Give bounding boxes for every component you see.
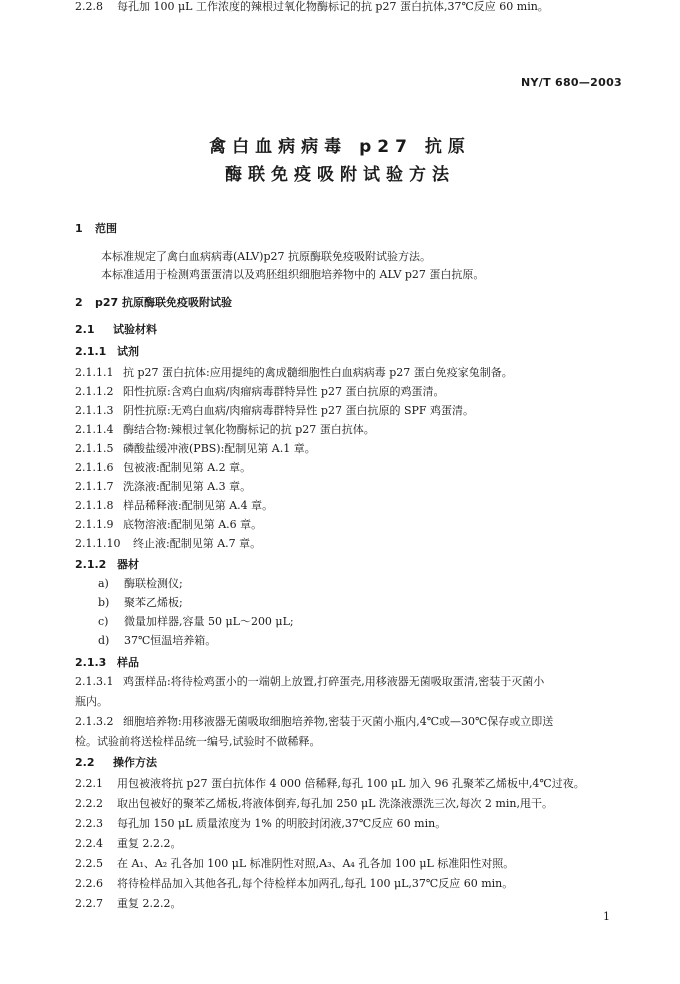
clause-number: 2.1.3.2 [75,715,114,728]
body-line [75,897,182,911]
body-line [75,461,251,475]
body-line [75,537,261,551]
clause-text: 每孔加 150 μL 质量浓度为 1% 的明胶封闭液,37℃反应 60 min。 [117,817,447,830]
clause-number: 1 [75,222,83,235]
body-line [75,777,585,791]
section-heading [75,296,232,310]
section-heading [75,558,139,572]
clause-text: 本标准规定了禽白血病病毒(ALV)p27 抗原酶联免疫吸附试验方法。 [101,250,432,263]
clause-number: d) [98,634,110,647]
body-line [75,877,513,891]
body-line [98,634,216,648]
standard-code: NY/T 680—2003 [521,76,622,89]
body-line [75,0,549,14]
clause-number: a) [98,577,109,590]
clause-number: 2.1.1 [75,345,107,358]
clause-number: 2 [75,296,83,309]
body-line [75,480,251,494]
clause-text: 鸡蛋样品:将待检鸡蛋小的一端朝上放置,打碎蛋壳,用移液器无菌吸取蛋清,密装于灭菌小 [123,675,545,688]
body-line [75,837,182,851]
page-number: 1 [603,910,610,923]
clause-number: 2.1.3 [75,656,107,669]
clause-number: 2.2.8 [75,0,103,13]
clause-text: 酶结合物:辣根过氧化物酶标记的抗 p27 蛋白抗体。 [123,423,375,436]
clause-text: 阴性抗原:无鸡白血病/肉瘤病毒群特异性 p27 蛋白抗原的 SPF 鸡蛋清。 [123,404,475,417]
body-line [75,735,321,749]
body-line [75,695,108,709]
clause-text: 范围 [95,222,117,235]
clause-number: 2.1.1.6 [75,461,114,474]
body-line [75,797,553,811]
clause-number: 2.2.3 [75,817,103,830]
clause-text: p27 抗原酶联免疫吸附试验 [95,296,233,309]
clause-text: 样品稀释液:配制见第 A.4 章。 [123,499,274,512]
clause-text: 阳性抗原:含鸡白血病/肉瘤病毒群特异性 p27 蛋白抗原的鸡蛋清。 [123,385,445,398]
clause-number: 2.2 [75,756,95,769]
clause-text: 在 A₁、A₂ 孔各加 100 μL 标准阴性对照,A₃、A₄ 孔各加 100 μL 标准阳性对照。 [117,857,515,870]
clause-number: 2.1.3.1 [75,675,114,688]
section-heading [75,756,157,770]
body-line [75,857,514,871]
body-line [75,404,474,418]
clause-text: 操作方法 [113,756,157,769]
clause-text: 将待检样品加入其他各孔,每个待检样本加两孔,每孔 100 μL,37℃反应 60 min。 [117,877,514,890]
clause-text: 洗涤液:配制见第 A.3 章。 [123,480,252,493]
clause-number: 2.1.1.7 [75,480,114,493]
clause-text: 器材 [117,558,139,571]
clause-text: 抗 p27 蛋白抗体:应用提纯的禽成髓细胞性白血病病毒 p27 蛋白免疫家兔制备。 [123,366,513,379]
clause-number: 2.1.1.8 [75,499,114,512]
body-line [101,268,484,282]
clause-text: 样品 [117,656,139,669]
clause-number: c) [98,615,109,628]
body-line [101,250,431,264]
section-heading [75,323,157,337]
clause-text: 用包被液将抗 p27 蛋白抗体作 4 000 倍稀释,每孔 100 μL 加入 96 孔聚苯乙烯板中,4℃过夜。 [117,777,585,790]
clause-text: 磷酸盐缓冲液(PBS):配制见第 A.1 章。 [123,442,316,455]
clause-number: 2.1.1.5 [75,442,114,455]
body-line [75,423,375,437]
clause-text: 检。试验前将送检样品统一编号,试验时不做稀释。 [75,735,321,748]
clause-text: 细胞培养物:用移液器无菌吸取细胞培养物,密装于灭菌小瓶内,4℃或—30℃保存或立即送 [123,715,554,728]
section-heading [75,656,139,670]
clause-text: 重复 2.2.2。 [117,837,182,850]
section-heading [75,222,117,236]
clause-number: b) [98,596,110,609]
clause-text: 包被液:配制见第 A.2 章。 [123,461,252,474]
body-line [75,442,316,456]
clause-number: 2.1.1.4 [75,423,114,436]
body-line [75,499,273,513]
body-line [98,596,183,610]
body-line [98,577,183,591]
clause-text: 重复 2.2.2。 [117,897,182,910]
clause-number: 2.2.4 [75,837,103,850]
clause-text: 酶联检测仪; [124,577,183,590]
clause-number: 2.2.7 [75,897,103,910]
clause-text: 瓶内。 [75,695,108,708]
clause-number: 2.1.1.2 [75,385,114,398]
body-line [98,615,294,629]
clause-number: 2.1 [75,323,95,336]
body-line [75,817,446,831]
clause-text: 本标准适用于检测鸡蛋蛋清以及鸡胚组织细胞培养物中的 ALV p27 蛋白抗原。 [101,268,485,281]
clause-text: 终止液:配制见第 A.7 章。 [133,537,262,550]
body-line [75,675,544,689]
body-line [75,715,553,729]
body-line [75,518,262,532]
body-line [75,366,513,380]
clause-number: 2.1.2 [75,558,107,571]
document-title-line-1: 禽白血病病毒 p27 抗原 [209,137,471,157]
clause-text: 试剂 [117,345,139,358]
clause-text: 试验材料 [113,323,157,336]
document-title-line-2: 酶联免疫吸附试验方法 [225,165,455,185]
clause-number: 2.1.1.10 [75,537,121,550]
clause-text: 37℃恒温培养箱。 [124,634,217,647]
clause-number: 2.2.2 [75,797,103,810]
clause-number: 2.2.1 [75,777,103,790]
body-line [75,385,444,399]
clause-text: 微量加样器,容量 50 μL～200 μL; [124,615,294,628]
clause-text: 每孔加 100 μL 工作浓度的辣根过氧化物酶标记的抗 p27 蛋白抗体,37℃反应 60 min。 [117,0,549,13]
clause-number: 2.2.5 [75,857,103,870]
clause-number: 2.1.1.1 [75,366,114,379]
clause-number: 2.1.1.3 [75,404,114,417]
clause-text: 聚苯乙烯板; [124,596,183,609]
clause-number: 2.2.6 [75,877,103,890]
clause-text: 底物溶液:配制见第 A.6 章。 [123,518,263,531]
clause-text: 取出包被好的聚苯乙烯板,将液体倒弃,每孔加 250 μL 洗涤液漂洗三次,每次 2 min,甩干。 [117,797,553,810]
clause-number: 2.1.1.9 [75,518,114,531]
section-heading [75,345,139,359]
